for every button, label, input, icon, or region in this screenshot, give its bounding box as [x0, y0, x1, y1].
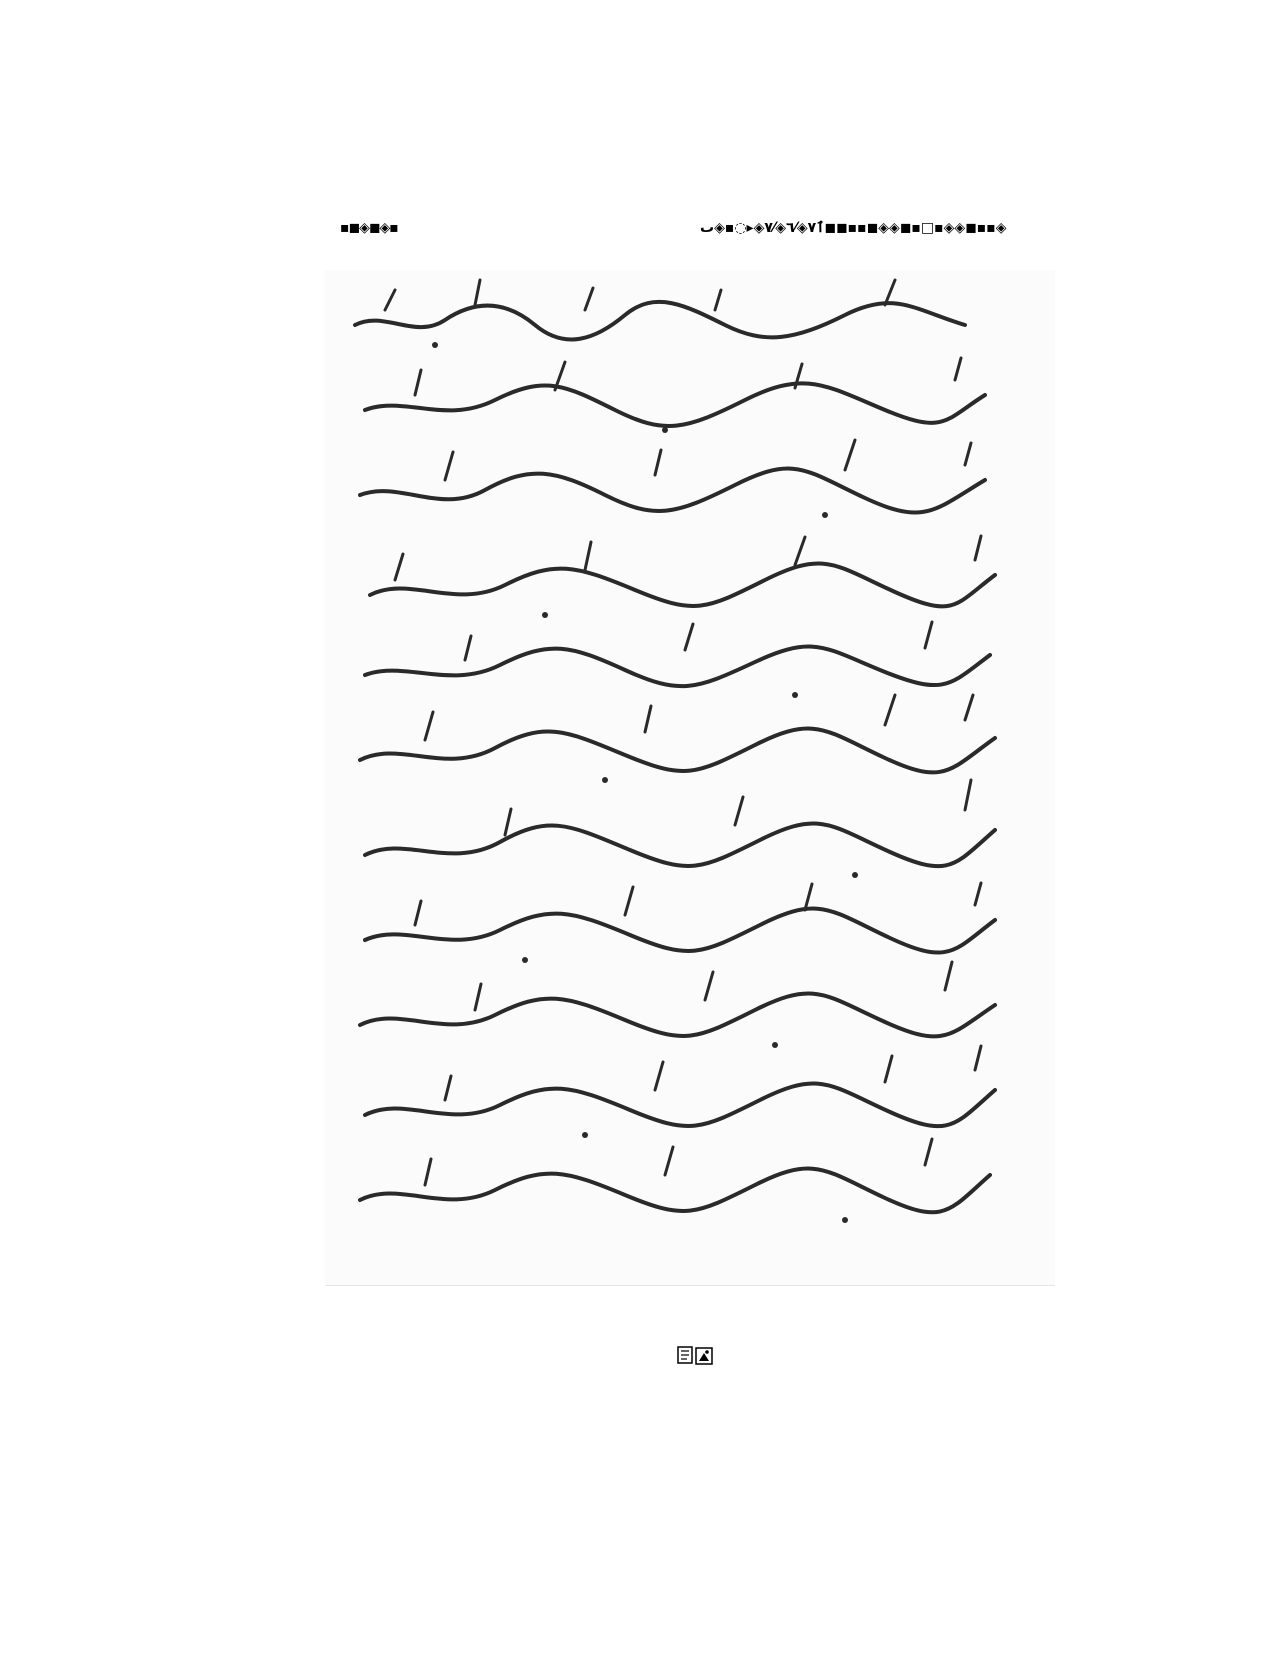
- header-left-text: ▪◼◈◼◈▪: [340, 220, 398, 236]
- handwriting-strokes: [325, 270, 1055, 1285]
- manuscript-scan-image: [325, 270, 1055, 1286]
- page-attachment-icon: [676, 1345, 716, 1367]
- header-right-text: ٱ٧◈⁄٦◈⁄٧◈▸◌▪◈ٮ◼◼▪▪◼◈◈◼▪□▪◈◈◼▪▪◈: [700, 220, 1007, 236]
